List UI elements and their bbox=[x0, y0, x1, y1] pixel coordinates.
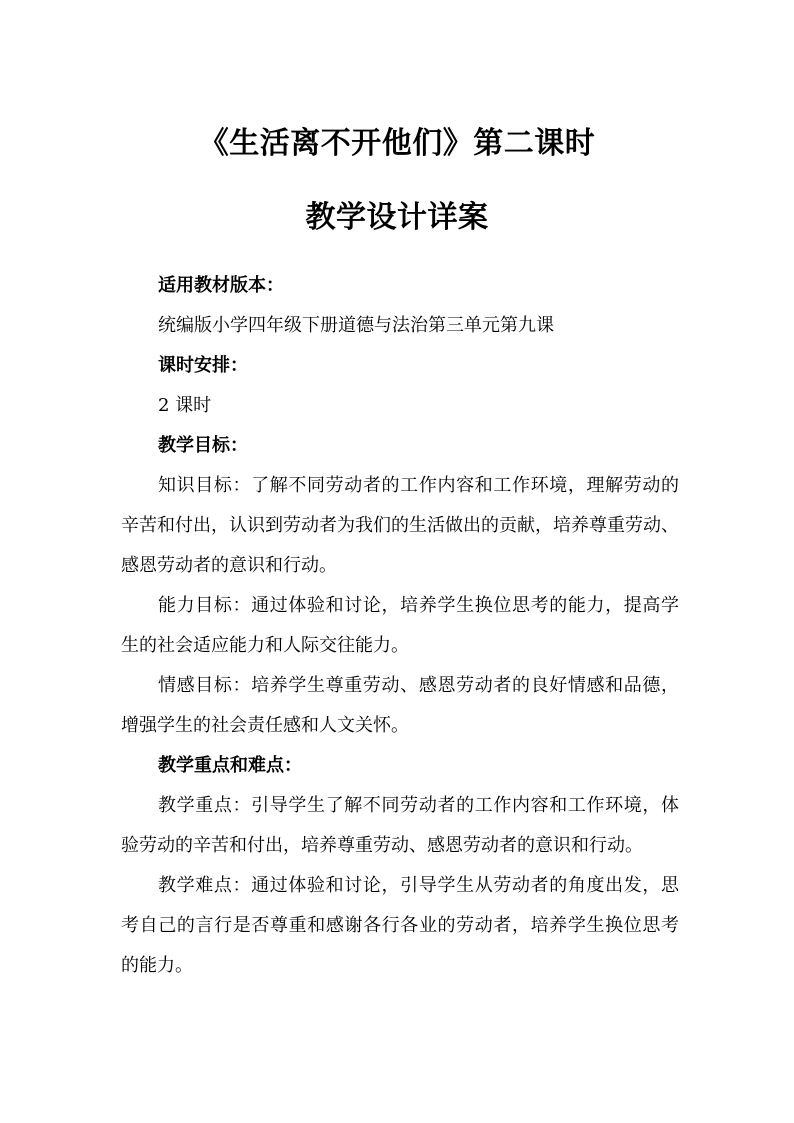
schedule-heading: 课时安排： bbox=[158, 355, 248, 376]
paragraph-line: 考自己的言行是否尊重和感谢各行各业的劳动者，培养学生换位思考 bbox=[121, 915, 679, 936]
paragraph-line: 的能力。 bbox=[121, 955, 193, 976]
key-points-heading: 教学重点和难点： bbox=[158, 755, 302, 776]
document-title: 《生活离不开他们》第二课时 bbox=[198, 126, 596, 161]
knowledge-goal-paragraph bbox=[121, 466, 679, 586]
document-subtitle: 教学设计详案 bbox=[305, 200, 489, 235]
key-point-paragraph bbox=[121, 786, 679, 866]
paragraph-line: 生的社会适应能力和人际交往能力。 bbox=[121, 635, 409, 656]
textbook-value: 统编版小学四年级下册道德与法治第三单元第九课 bbox=[158, 315, 554, 336]
paragraph-line: 能力目标：通过体验和讨论，培养学生换位思考的能力，提高学 bbox=[158, 595, 679, 616]
paragraph-line: 情感目标：培养学生尊重劳动、感恩劳动者的良好情感和品德， bbox=[158, 675, 679, 696]
goals-heading: 教学目标： bbox=[158, 435, 248, 456]
paragraph-line: 教学重点：引导学生了解不同劳动者的工作内容和工作环境，体 bbox=[158, 795, 679, 816]
paragraph-line: 教学难点：通过体验和讨论，引导学生从劳动者的角度出发，思 bbox=[158, 875, 679, 896]
paragraph-line: 验劳动的辛苦和付出，培养尊重劳动、感恩劳动者的意识和行动。 bbox=[121, 835, 643, 856]
textbook-heading: 适用教材版本： bbox=[158, 275, 284, 296]
difficult-point-paragraph bbox=[121, 866, 679, 986]
paragraph-line: 增强学生的社会责任感和人文关怀。 bbox=[121, 715, 409, 736]
document-body bbox=[121, 266, 679, 986]
paragraph-line: 感恩劳动者的意识和行动。 bbox=[121, 555, 337, 576]
emotion-goal-paragraph bbox=[121, 666, 679, 746]
ability-goal-paragraph bbox=[121, 586, 679, 666]
paragraph-line: 辛苦和付出，认识到劳动者为我们的生活做出的贡献，培养尊重劳动、 bbox=[121, 515, 679, 536]
schedule-value: 2 课时 bbox=[158, 395, 212, 416]
paragraph-line: 知识目标：了解不同劳动者的工作内容和工作环境，理解劳动的 bbox=[158, 475, 679, 496]
